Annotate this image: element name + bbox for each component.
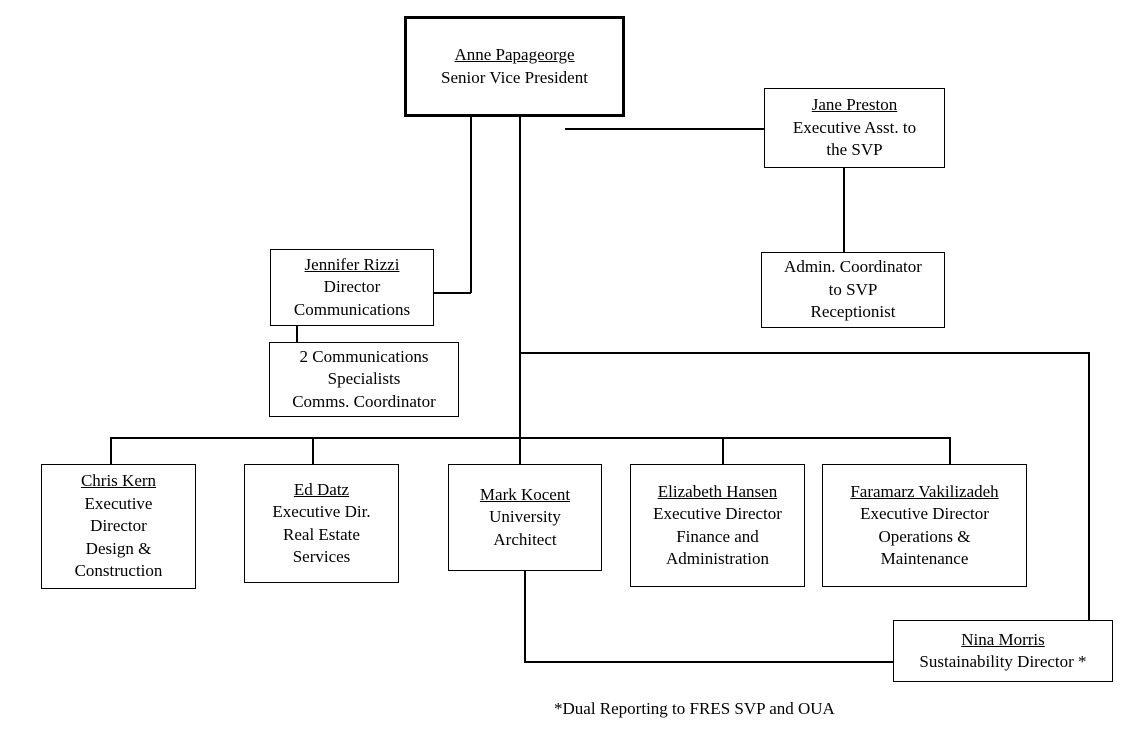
node-communications-specialists[interactable] [269, 342, 459, 417]
connector-svp-spine [519, 117, 521, 453]
node-name: Jane Preston [811, 95, 898, 115]
node-name: Jennifer Rizzi [304, 254, 400, 274]
node-detail-line: Real Estate [283, 524, 360, 544]
connector-exec-asst-to-admin [843, 168, 845, 252]
node-detail-line: Executive [84, 493, 153, 513]
node-executive-assistant[interactable] [764, 88, 945, 168]
node-admin-coordinator[interactable] [761, 252, 945, 328]
node-detail-line: the SVP [826, 140, 883, 160]
node-design-construction[interactable] [41, 464, 196, 589]
connector-drop-real-estate [312, 437, 314, 464]
node-detail-line: Admin. Coordinator [784, 257, 922, 277]
node-name: Nina Morris [961, 629, 1045, 649]
connector-svp-to-communications [434, 292, 471, 294]
node-detail-line: Administration [666, 548, 769, 568]
node-detail-line: 2 Communications [299, 346, 429, 366]
node-detail-line: Director [90, 516, 147, 536]
node-detail-line: Executive Dir. [272, 502, 371, 522]
footnote-dual-reporting: *Dual Reporting to FRES SVP and OUA [554, 699, 835, 718]
node-detail-line: Executive Director [860, 504, 989, 524]
connector-svp-to-exec-asst-vertical [470, 117, 472, 293]
node-finance-administration[interactable] [630, 464, 805, 587]
connector-communications-to-specialists [296, 326, 298, 342]
node-real-estate-services[interactable] [244, 464, 399, 583]
node-name: Faramarz Vakilizadeh [850, 481, 999, 501]
connector-sustainability-top-bar [519, 352, 1089, 354]
node-name: Mark Kocent [479, 484, 571, 504]
node-name: Anne Papageorge [454, 45, 575, 65]
connector-architect-to-sustainability-vertical [524, 571, 526, 662]
connector-drop-finance-admin [722, 437, 724, 464]
node-detail-line: Architect [493, 529, 557, 549]
node-university-architect[interactable] [448, 464, 602, 571]
node-detail-line: Finance and [676, 526, 759, 546]
node-detail-line: Design & [85, 538, 152, 558]
connector-drop-university-architect [519, 437, 521, 464]
node-detail-line: Construction [74, 561, 163, 581]
node-detail-line: Comms. Coordinator [292, 391, 436, 411]
node-detail-line: Executive Asst. to [792, 117, 917, 137]
node-name: Ed Datz [293, 479, 350, 499]
node-detail-line: Operations & [878, 526, 971, 546]
node-communications-director[interactable] [270, 249, 434, 326]
connector-exec-row-bar [110, 437, 950, 439]
node-detail-line: to SVP [828, 279, 878, 299]
node-detail-line: Communications [293, 299, 411, 319]
node-detail-line: Executive Director [653, 504, 782, 524]
node-detail-line: Senior Vice President [441, 67, 588, 87]
node-detail-line: Director [323, 277, 381, 297]
connector-svp-to-exec-asst-horizontal [565, 128, 765, 130]
connector-drop-operations-maintenance [949, 437, 951, 464]
node-name: Chris Kern [80, 471, 157, 491]
connector-architect-to-sustainability-horizontal [524, 661, 894, 663]
node-detail-line: Maintenance [880, 548, 969, 568]
connector-drop-design-construction [110, 437, 112, 464]
node-detail-line: Services [292, 546, 351, 566]
node-senior-vice-president[interactable] [404, 16, 625, 117]
connector-exec-asst-drop [565, 128, 567, 129]
connector-sustainability-right-vertical [1088, 352, 1090, 622]
node-detail-line: University [489, 507, 561, 527]
node-operations-maintenance[interactable] [822, 464, 1027, 587]
node-detail-line: Specialists [327, 369, 401, 389]
node-detail-line: Receptionist [810, 302, 896, 322]
node-name: Elizabeth Hansen [657, 481, 778, 501]
node-detail-line: Sustainability Director * [919, 652, 1087, 671]
node-sustainability-director[interactable] [893, 620, 1113, 682]
